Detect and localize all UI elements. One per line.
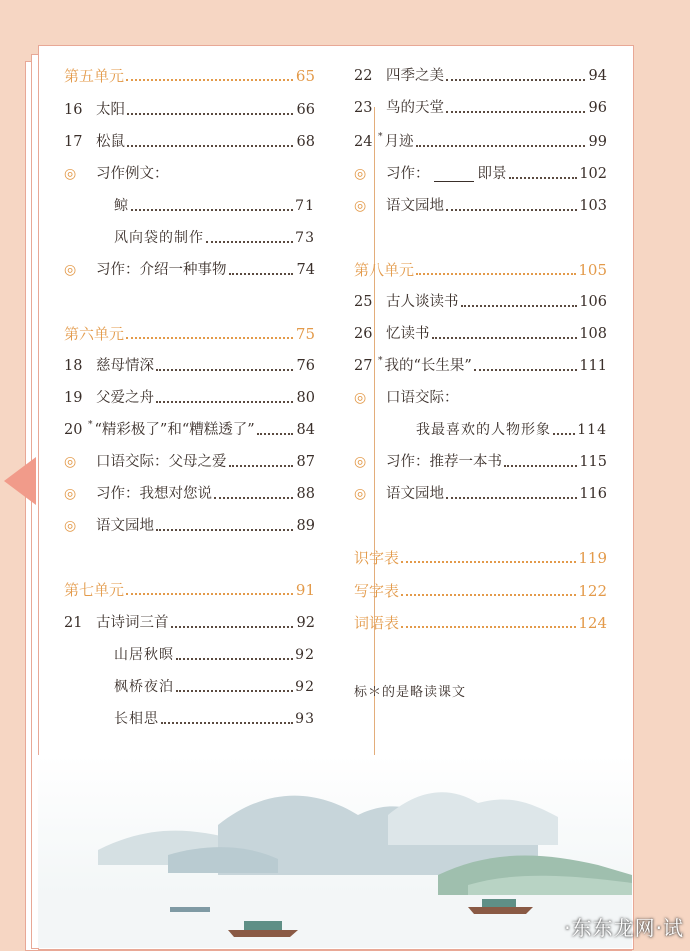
toc-entry[interactable] [64, 99, 315, 121]
entry-title: 风向袋的制作 [114, 230, 204, 246]
toc-entry[interactable] [64, 483, 315, 505]
toc-entry[interactable] [114, 708, 315, 730]
lesson-number: 27 [354, 358, 373, 374]
lesson-number: 25 [354, 294, 373, 310]
lesson-number: 20 [64, 422, 83, 438]
page-number: 75 [295, 325, 315, 343]
page-number: 114 [577, 422, 607, 438]
page-number: 65 [295, 67, 315, 85]
entry-title: 父爱之舟 [96, 390, 154, 406]
leader-dots [257, 432, 293, 435]
toc-entry[interactable] [64, 419, 315, 441]
entry-title: 我的“长生果” [384, 358, 472, 374]
page-number: 106 [579, 294, 607, 310]
entry-title: 古诗词三首 [96, 615, 169, 631]
toc-unit-heading[interactable] [354, 547, 607, 569]
toc-unit-heading[interactable] [64, 323, 315, 345]
leader-dots [461, 304, 578, 307]
entry-title: 习作： [386, 166, 430, 182]
entry-title: “精彩极了”和“糟糕透了” [94, 422, 255, 438]
page-number: 124 [578, 614, 607, 632]
toc-entry[interactable] [354, 451, 607, 473]
page-number: 115 [579, 454, 607, 470]
leader-dots [416, 272, 576, 275]
entry-title: 松鼠 [96, 134, 125, 150]
toc-entry[interactable] [64, 387, 315, 409]
leader-dots [416, 144, 586, 147]
entry-title: 口语交际： [386, 390, 459, 406]
page-number: 93 [295, 711, 315, 727]
leader-dots [446, 496, 577, 499]
leader-dots [156, 400, 293, 403]
boat-icon [170, 907, 210, 912]
lesson-number: 23 [354, 100, 373, 116]
leader-dots [156, 368, 293, 371]
bullet-circle-icon: ◎ [354, 390, 367, 406]
leader-dots [176, 689, 293, 692]
leader-dots [474, 368, 577, 371]
toc-entry[interactable] [114, 644, 315, 666]
page-number: 80 [296, 390, 315, 406]
leader-dots [161, 721, 293, 724]
page-number: 68 [296, 134, 315, 150]
leader-dots [446, 110, 585, 113]
lesson-number: 18 [64, 358, 83, 374]
leader-dots [401, 560, 576, 563]
leader-dots [432, 336, 578, 339]
page-number: 92 [296, 615, 315, 631]
lesson-number: 26 [354, 326, 373, 342]
leader-dots [127, 144, 293, 147]
entry-title: 我最喜欢的人物形象 [416, 422, 551, 438]
page-number: 89 [296, 518, 315, 534]
toc-entry[interactable] [354, 483, 607, 505]
leader-dots [446, 78, 585, 81]
toc-entry[interactable] [416, 419, 607, 441]
leader-dots [206, 240, 293, 243]
page-number: 119 [578, 549, 607, 567]
bullet-circle-icon: ◎ [64, 166, 77, 182]
lesson-number: 17 [64, 134, 83, 150]
page-number: 84 [296, 422, 315, 438]
leader-dots [214, 496, 293, 499]
page-number: 111 [579, 358, 607, 374]
page-number: 99 [588, 134, 607, 150]
lesson-number: 19 [64, 390, 83, 406]
entry-title-suffix: 即景 [477, 166, 507, 182]
bullet-circle-icon: ◎ [64, 518, 77, 534]
entry-title: 慈母情深 [96, 358, 154, 374]
entry-title: 口语交际：父母之爱 [96, 454, 227, 470]
toc-entry[interactable] [354, 323, 607, 345]
entry-title: 月迹 [384, 134, 414, 150]
leader-dots [126, 592, 293, 595]
toc-entry[interactable] [354, 291, 607, 313]
entry-title: 识字表 [354, 549, 400, 567]
entry-title: 鸟的天堂 [386, 100, 444, 116]
leader-dots [126, 78, 293, 81]
page-number: 96 [588, 100, 607, 116]
page-number: 74 [296, 262, 315, 278]
leader-dots [229, 464, 294, 467]
toc-entry[interactable] [64, 451, 315, 473]
leader-dots [229, 272, 294, 275]
page-number: 87 [296, 454, 315, 470]
page-number: 76 [296, 358, 315, 374]
page-number: 92 [295, 647, 315, 663]
lesson-number: 22 [354, 68, 373, 84]
entry-title: 语文园地 [386, 198, 444, 214]
entry-title: 第五单元 [64, 67, 125, 85]
leader-dots [171, 625, 294, 628]
skim-reading-star: * [88, 420, 93, 430]
entry-title: 山居秋暝 [114, 647, 174, 663]
page-number: 66 [296, 102, 315, 118]
page-number: 122 [578, 582, 607, 600]
skim-reading-star: * [378, 132, 383, 142]
leader-dots [446, 208, 577, 211]
toc-entry[interactable] [114, 676, 315, 698]
leader-dots [401, 593, 576, 596]
lesson-number: 16 [64, 102, 83, 118]
toc-entry[interactable] [64, 612, 315, 634]
toc-entry[interactable] [64, 515, 315, 537]
page-number: 91 [295, 581, 315, 599]
toc-entry[interactable] [64, 163, 315, 185]
bullet-circle-icon: ◎ [354, 486, 367, 502]
watermark: ·东东龙网·试 [564, 916, 684, 940]
toc-entry[interactable] [64, 131, 315, 153]
toc-entry[interactable] [114, 227, 315, 249]
page-number: 92 [295, 679, 315, 695]
leader-dots [131, 208, 293, 211]
toc-unit-heading[interactable] [354, 259, 607, 281]
toc-entry[interactable] [354, 355, 607, 377]
entry-title: 四季之美 [386, 68, 444, 84]
landscape-illustration [38, 755, 632, 948]
toc-unit-heading[interactable] [354, 580, 607, 602]
entry-title: 忆读书 [386, 326, 430, 342]
entry-title: 古人谈读书 [386, 294, 459, 310]
toc-unit-heading[interactable] [354, 612, 607, 634]
bullet-circle-icon: ◎ [354, 166, 367, 182]
toc-unit-heading[interactable] [64, 579, 315, 601]
entry-title: 习作：介绍一种事物 [96, 262, 227, 278]
leader-dots [401, 625, 576, 628]
entry-title: 第七单元 [64, 581, 125, 599]
page-number: 94 [588, 68, 607, 84]
toc-entry[interactable] [64, 259, 315, 281]
page-number: 108 [579, 326, 607, 342]
entry-title: 鲸 [114, 198, 129, 214]
page-number: 105 [578, 261, 607, 279]
entry-title: 枫桥夜泊 [114, 679, 174, 695]
toc-unit-heading[interactable] [64, 65, 315, 87]
entry-title: 第六单元 [64, 325, 125, 343]
leader-dots [156, 528, 293, 531]
page-number: 116 [579, 486, 607, 502]
entry-title: 第八单元 [354, 261, 415, 279]
page-number: 73 [295, 230, 315, 246]
bullet-circle-icon: ◎ [354, 198, 367, 214]
toc-entry[interactable] [354, 387, 607, 409]
fill-in-blank [434, 167, 474, 182]
toc-entry[interactable] [354, 97, 607, 119]
bullet-circle-icon: ◎ [64, 262, 77, 278]
bullet-circle-icon: ◎ [64, 454, 77, 470]
toc-entry[interactable] [64, 355, 315, 377]
entry-title: 长相思 [114, 711, 159, 727]
entry-title: 太阳 [96, 102, 125, 118]
leader-dots [504, 464, 577, 467]
toc-entry[interactable] [354, 131, 607, 153]
page-number: 102 [579, 166, 607, 182]
entry-title: 习作：推荐一本书 [386, 454, 502, 470]
page-number: 88 [296, 486, 315, 502]
bookmark-tab[interactable] [4, 457, 36, 505]
toc-entry[interactable] [354, 65, 607, 87]
leader-dots [553, 432, 575, 435]
skim-reading-star: * [378, 356, 383, 366]
toc-entry[interactable] [114, 195, 315, 217]
footnote: 标＊的是略读课文 [354, 685, 467, 700]
toc-entry[interactable] [354, 195, 607, 217]
entry-title: 习作例文： [96, 166, 169, 182]
lesson-number: 21 [64, 615, 83, 631]
leader-dots [127, 112, 293, 115]
entry-title: 语文园地 [96, 518, 154, 534]
entry-title: 习作：我想对您说 [96, 486, 212, 502]
leader-dots [176, 657, 293, 660]
bullet-circle-icon: ◎ [64, 486, 77, 502]
page-number: 71 [295, 198, 315, 214]
leader-dots [126, 336, 293, 339]
lesson-number: 24 [354, 134, 373, 150]
page-number: 103 [579, 198, 607, 214]
entry-title: 词语表 [354, 614, 400, 632]
bullet-circle-icon: ◎ [354, 454, 367, 470]
leader-dots [509, 176, 578, 179]
toc-page [38, 45, 632, 948]
entry-title: 语文园地 [386, 486, 444, 502]
entry-title: 写字表 [354, 582, 400, 600]
toc-entry[interactable] [354, 163, 607, 185]
